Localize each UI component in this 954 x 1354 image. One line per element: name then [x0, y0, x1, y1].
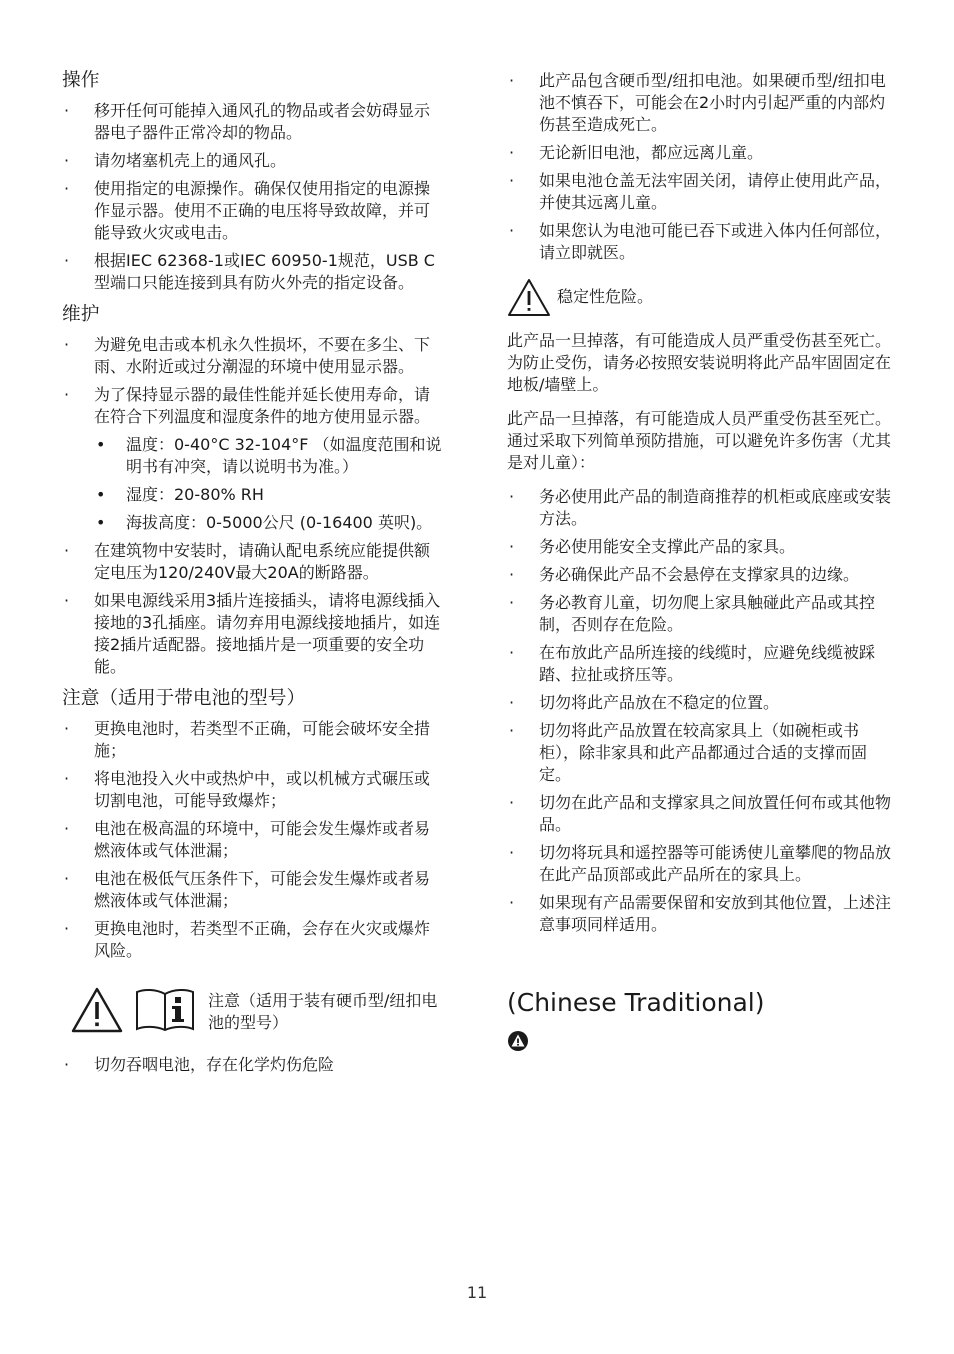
list-item: · 无论新旧电池，都应远离儿童。	[507, 142, 892, 164]
list-item: · 切勿将此产品放置在较高家具上（如碗柜或书柜），除非家具和此产品都通过合适的支撑而固定。	[507, 720, 892, 786]
list-item	[62, 384, 442, 534]
left-column	[62, 70, 442, 1086]
coin-note-list	[62, 1054, 442, 1076]
stability-paragraph: 此产品一旦掉落，有可能造成人员严重受伤甚至死亡。为防止受伤，请务必按照安装说明将此产品牢固固定在地板/墙壁上。	[507, 331, 892, 394]
list-item: · 切勿吞咽电池，存在化学灼伤危险	[62, 1054, 442, 1076]
warning-triangle-icon	[70, 986, 124, 1034]
coin-battery-note	[70, 986, 442, 1034]
list-item-text: 为了保持显示器的最佳性能并延长使用寿命，请在符合下列温度和湿度条件的地方使用显示器。	[94, 385, 431, 426]
operation-heading: 操作	[62, 70, 100, 91]
operation-list	[62, 100, 442, 294]
sub-list-item: • 海拔高度：0-5000公尺 (0-16400 英呎)。	[94, 512, 442, 534]
list-item: · 更换电池时，若类型不正确，可能会破坏安全措施；	[62, 718, 442, 762]
page-number: 11	[466, 1283, 488, 1302]
stability-paragraph: 此产品一旦掉落，有可能造成人员严重受伤甚至死亡。通过采取下列简单预防措施，可以避免许多伤害（尤其是对儿童）：	[507, 409, 892, 472]
list-item: · 如果电源线采用3插片连接插头，请将电源线插入接地的3孔插座。请勿弃用电源线接地插片，如连接2插片适配器。接地插片是一项重要的安全功能。	[62, 590, 442, 678]
maintenance-list	[62, 334, 442, 678]
sub-list-item: • 湿度：20-80% RH	[94, 484, 442, 506]
language-title: (Chinese Traditional)	[507, 988, 765, 1017]
list-item: · 移开任何可能掉入通风孔的物品或者会妨碍显示器电子器件正常冷却的物品。	[62, 100, 442, 144]
list-item: · 务必使用能安全支撑此产品的家具。	[507, 536, 892, 558]
maintenance-heading: 维护	[62, 304, 100, 325]
list-item: · 根据IEC 62368-1或IEC 60950-1规范，USB C型端口只能连接到具有防火外壳的指定设备。	[62, 250, 442, 294]
stability-warning	[507, 278, 892, 318]
list-item: · 电池在极低气压条件下，可能会发生爆炸或者易燃液体或气体泄漏；	[62, 868, 442, 912]
list-item: · 如果您认为电池可能已吞下或进入体内任何部位，请立即就医。	[507, 220, 892, 264]
list-item: · 请勿堵塞机壳上的通风孔。	[62, 150, 442, 172]
list-item: · 在建筑物中安装时，请确认配电系统应能提供额定电压为120/240V最大20A的断路器。	[62, 540, 442, 584]
coin-note-label: 注意（适用于装有硬币型/纽扣电池的型号）	[208, 991, 438, 1032]
list-item: · 务必使用此产品的制造商推荐的机柜或底座或安装方法。	[507, 486, 892, 530]
warning-triangle-icon	[507, 278, 551, 318]
list-item: · 切勿将此产品放在不稳定的位置。	[507, 692, 892, 714]
list-item: · 如果现有产品需要保留和安放到其他位置，上述注意事项同样适用。	[507, 892, 892, 936]
stability-label: 稳定性危险。	[557, 287, 654, 306]
sub-list-item: • 温度：0-40°C 32-104°F （如温度范围和说明书有冲突，请以说明书为准。）	[94, 434, 442, 478]
list-item: · 更换电池时，若类型不正确，会存在火灾或爆炸风险。	[62, 918, 442, 962]
list-item: · 如果电池仓盖无法牢固关闭，请停止使用此产品，并使其远离儿童。	[507, 170, 892, 214]
list-item: · 切勿将玩具和遥控器等可能诱使儿童攀爬的物品放在此产品顶部或此产品所在的家具上。	[507, 842, 892, 886]
list-item: · 务必确保此产品不会悬停在支撑家具的边缘。	[507, 564, 892, 586]
list-item: · 将电池投入火中或热炉中，或以机械方式碾压或切割电池，可能导致爆炸；	[62, 768, 442, 812]
coin-battery-list	[507, 70, 892, 264]
right-column	[507, 70, 892, 1058]
list-item: · 电池在极高温的环境中，可能会发生爆炸或者易燃液体或气体泄漏；	[62, 818, 442, 862]
battery-list	[62, 718, 442, 962]
manual-info-icon	[134, 986, 196, 1032]
list-item: · 切勿在此产品和支撑家具之间放置任何布或其他物品。	[507, 792, 892, 836]
list-item: · 此产品包含硬币型/纽扣电池。如果硬币型/纽扣电池不慎吞下，可能会在2小时内引起严重的内部灼伤甚至造成死亡。	[507, 70, 892, 136]
list-item: · 务必教育儿童，切勿爬上家具触碰此产品或其控制，否则存在危险。	[507, 592, 892, 636]
list-item: · 使用指定的电源操作。确保仅使用指定的电源操作显示器。使用不正确的电压将导致故障，并可能导致火灾或电击。	[62, 178, 442, 244]
stability-list	[507, 486, 892, 936]
battery-heading: 注意（适用于带电池的型号）	[62, 688, 306, 709]
list-item: · 在布放此产品所连接的线缆时，应避免线缆被踩踏、拉扯或挤压等。	[507, 642, 892, 686]
hazard-circle-icon	[507, 1030, 529, 1052]
conditions-sublist	[94, 434, 442, 534]
list-item: · 为避免电击或本机永久性损坏，不要在多尘、下雨、水附近或过分潮湿的环境中使用显示器。	[62, 334, 442, 378]
